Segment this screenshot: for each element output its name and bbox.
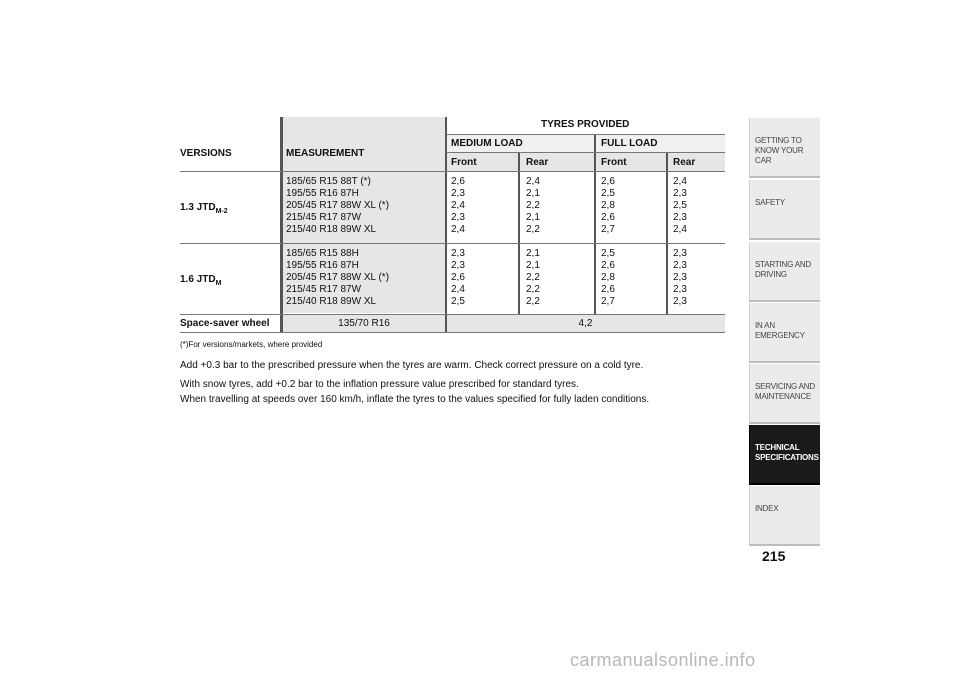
table-rule bbox=[180, 243, 725, 244]
tab-safety[interactable] bbox=[749, 180, 820, 240]
full-front-row2: 2,5 2,6 2,8 2,6 2,7 bbox=[601, 248, 615, 307]
tab-label: IN AN EMERGENCY bbox=[755, 321, 805, 340]
footnote: (*)For versions/markets, where provided bbox=[180, 340, 323, 349]
full-rear-row2: 2,3 2,3 2,3 2,3 2,3 bbox=[673, 248, 687, 307]
tab-label: TECHNICAL SPECIFICATIONS bbox=[755, 443, 819, 462]
tyres-provided-header: TYRES PROVIDED bbox=[541, 119, 630, 130]
tab-servicing-and-maintenance[interactable] bbox=[749, 364, 820, 424]
tab-label: GETTING TO KNOW YOUR CAR bbox=[755, 136, 804, 165]
full-front-row1: 2,6 2,5 2,8 2,6 2,7 bbox=[601, 176, 615, 235]
full-rear-header: Rear bbox=[673, 157, 696, 168]
version-label-row2 bbox=[180, 274, 221, 290]
table-separator bbox=[280, 117, 283, 332]
spare-wheel-pressure: 4,2 bbox=[578, 318, 593, 329]
tab-label: SERVICING AND MAINTENANCE bbox=[755, 382, 815, 401]
table-separator bbox=[445, 117, 447, 332]
tab-label: STARTING AND DRIVING bbox=[755, 260, 811, 279]
medium-load-header: MEDIUM LOAD bbox=[451, 138, 523, 149]
note-snow-tyres: With snow tyres, add +0.2 bar to the inflation pressure value prescribed for standard tyres. bbox=[180, 379, 579, 390]
version-name: 1.6 JTD bbox=[180, 274, 216, 285]
page-number: 215 bbox=[762, 548, 786, 564]
table-rule bbox=[180, 332, 725, 333]
table-rule bbox=[446, 152, 725, 153]
versions-header: VERSIONS bbox=[180, 148, 232, 159]
tab-starting-and-driving[interactable] bbox=[749, 242, 820, 302]
medium-front-row1: 2,6 2,3 2,4 2,3 2,4 bbox=[451, 176, 465, 235]
version-name: 1.3 JTD bbox=[180, 202, 216, 213]
full-rear-row1: 2,4 2,3 2,5 2,3 2,4 bbox=[673, 176, 687, 235]
tab-label: INDEX bbox=[755, 504, 779, 513]
table-rule bbox=[446, 134, 725, 135]
table-rule bbox=[180, 171, 725, 172]
tab-label: SAFETY bbox=[755, 198, 785, 207]
table-separator bbox=[594, 135, 596, 314]
medium-front-row2: 2,3 2,3 2,6 2,4 2,5 bbox=[451, 248, 465, 307]
medium-rear-header: Rear bbox=[526, 157, 549, 168]
note-warm-tyres: Add +0.3 bar to the prescribed pressure when the tyres are warm. Check correct pressure on a cold tyre. bbox=[180, 360, 644, 371]
version-subscript: M bbox=[215, 280, 222, 287]
full-load-header: FULL LOAD bbox=[601, 138, 658, 149]
table-rule bbox=[180, 314, 725, 315]
tab-in-an-emergency[interactable] bbox=[749, 303, 820, 363]
measurements-row2: 185/65 R15 88H 195/55 R16 87H 205/45 R17 88W XL (*) 215/45 R17 87W 215/40 R18 89W XL bbox=[286, 248, 390, 307]
medium-rear-row2: 2,1 2,1 2,2 2,2 2,2 bbox=[526, 248, 540, 307]
spare-wheel-label: Space-saver wheel bbox=[180, 318, 270, 329]
full-front-header: Front bbox=[601, 157, 627, 168]
medium-rear-row1: 2,4 2,1 2,2 2,1 2,2 bbox=[526, 176, 540, 235]
version-subscript: M-2 bbox=[215, 208, 228, 215]
watermark: carmanualsonline.info bbox=[570, 650, 756, 670]
tab-technical-specifications[interactable] bbox=[749, 425, 820, 485]
medium-front-header: Front bbox=[451, 157, 477, 168]
table-separator bbox=[666, 152, 668, 314]
tab-index[interactable] bbox=[749, 486, 820, 546]
tab-getting-to-know-your-car[interactable] bbox=[749, 118, 820, 178]
measurement-header: MEASUREMENT bbox=[286, 148, 365, 159]
measurements-row1: 185/65 R15 88T (*) 195/55 R16 87H 205/45 R17 88W XL (*) 215/45 R17 87W 215/40 R18 89W XL bbox=[286, 176, 390, 235]
spare-wheel-measurement: 135/70 R16 bbox=[338, 318, 390, 329]
note-high-speed: When travelling at speeds over 160 km/h, inflate the tyres to the values specified for fully laden conditions. bbox=[180, 394, 650, 405]
table-separator bbox=[518, 152, 520, 314]
version-label-row1 bbox=[180, 202, 228, 218]
